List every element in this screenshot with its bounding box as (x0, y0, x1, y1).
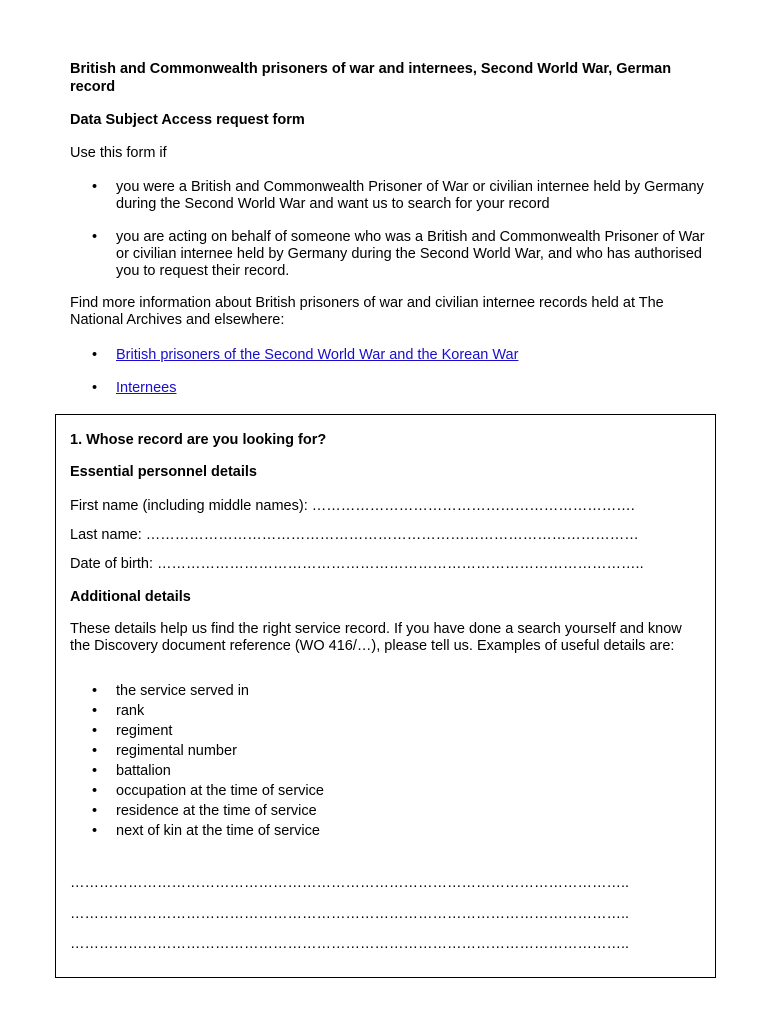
more-info-text: Find more information about British prisoners of war and civilian internee records held at The National Archives and elsewhere: (70, 295, 664, 328)
bullet-icon: • (92, 347, 98, 363)
bullet-icon: • (92, 683, 98, 699)
bullet-icon: • (92, 723, 98, 739)
bullet-icon: • (92, 229, 98, 245)
bullet-icon: • (92, 380, 98, 396)
list-item: • battalion (92, 763, 171, 779)
bullet-icon: • (92, 783, 98, 799)
form-subtitle: Data Subject Access request form (70, 112, 305, 128)
list-item: • you are acting on behalf of someone who was a British and Commonwealth Prisoner of War or civilian internee held by Germany during the Second World War, and who has authorised you to request their record. (92, 229, 705, 279)
document-title: British and Commonwealth prisoners of war and internees, Second World War, German record (70, 61, 672, 95)
link-british-prisoners[interactable]: British prisoners of the Second World War and the Korean War (116, 347, 519, 363)
help-text: These details help us find the right service record. If you have done a search yourself and know the Discovery document reference (WO 416/…), please tell us. Examples of useful details are: (70, 621, 682, 654)
list-item: • regiment (92, 723, 173, 739)
list-item: • the service served in (92, 683, 249, 699)
list-item: • rank (92, 703, 145, 719)
list-item: • residence at the time of service (92, 803, 317, 819)
bullet-icon: • (92, 743, 98, 759)
section-question: 1. Whose record are you looking for? (70, 432, 327, 448)
last-name-field[interactable]: Last name: ………………………………………………………………………………………… (70, 527, 639, 543)
bullet-icon: • (92, 823, 98, 839)
links-list (70, 347, 710, 397)
examples-list (70, 681, 324, 841)
answer-line[interactable]: …………………………………………………………………………………………………….. (70, 875, 630, 891)
essential-heading: Essential personnel details (70, 464, 257, 480)
bullet-icon: • (92, 763, 98, 779)
list-item: • regimental number (92, 743, 237, 759)
bullet-icon: • (92, 703, 98, 719)
answer-line[interactable]: …………………………………………………………………………………………………….. (70, 906, 630, 922)
intro-text: Use this form if (70, 145, 167, 161)
conditions-list (70, 179, 710, 280)
list-item: • you were a British and Commonwealth Prisoner of War or civilian internee held by Germany during the Second World War and want us to search for your record (92, 179, 704, 212)
first-name-field[interactable]: First name (including middle names): …………………………………………………………. (70, 498, 635, 514)
link-internees[interactable]: Internees (116, 380, 177, 396)
list-item (70, 380, 710, 397)
list-item: • occupation at the time of service (92, 783, 324, 799)
bullet-icon: • (92, 179, 98, 195)
list-item: • next of kin at the time of service (92, 823, 320, 839)
additional-heading: Additional details (70, 589, 191, 605)
section-1-box (55, 414, 716, 978)
date-of-birth-field[interactable]: Date of birth: ……………………………………………………………………………………….. (70, 556, 644, 572)
list-item (70, 347, 710, 364)
answer-line[interactable]: …………………………………………………………………………………………………….. (70, 936, 630, 952)
bullet-icon: • (92, 803, 98, 819)
